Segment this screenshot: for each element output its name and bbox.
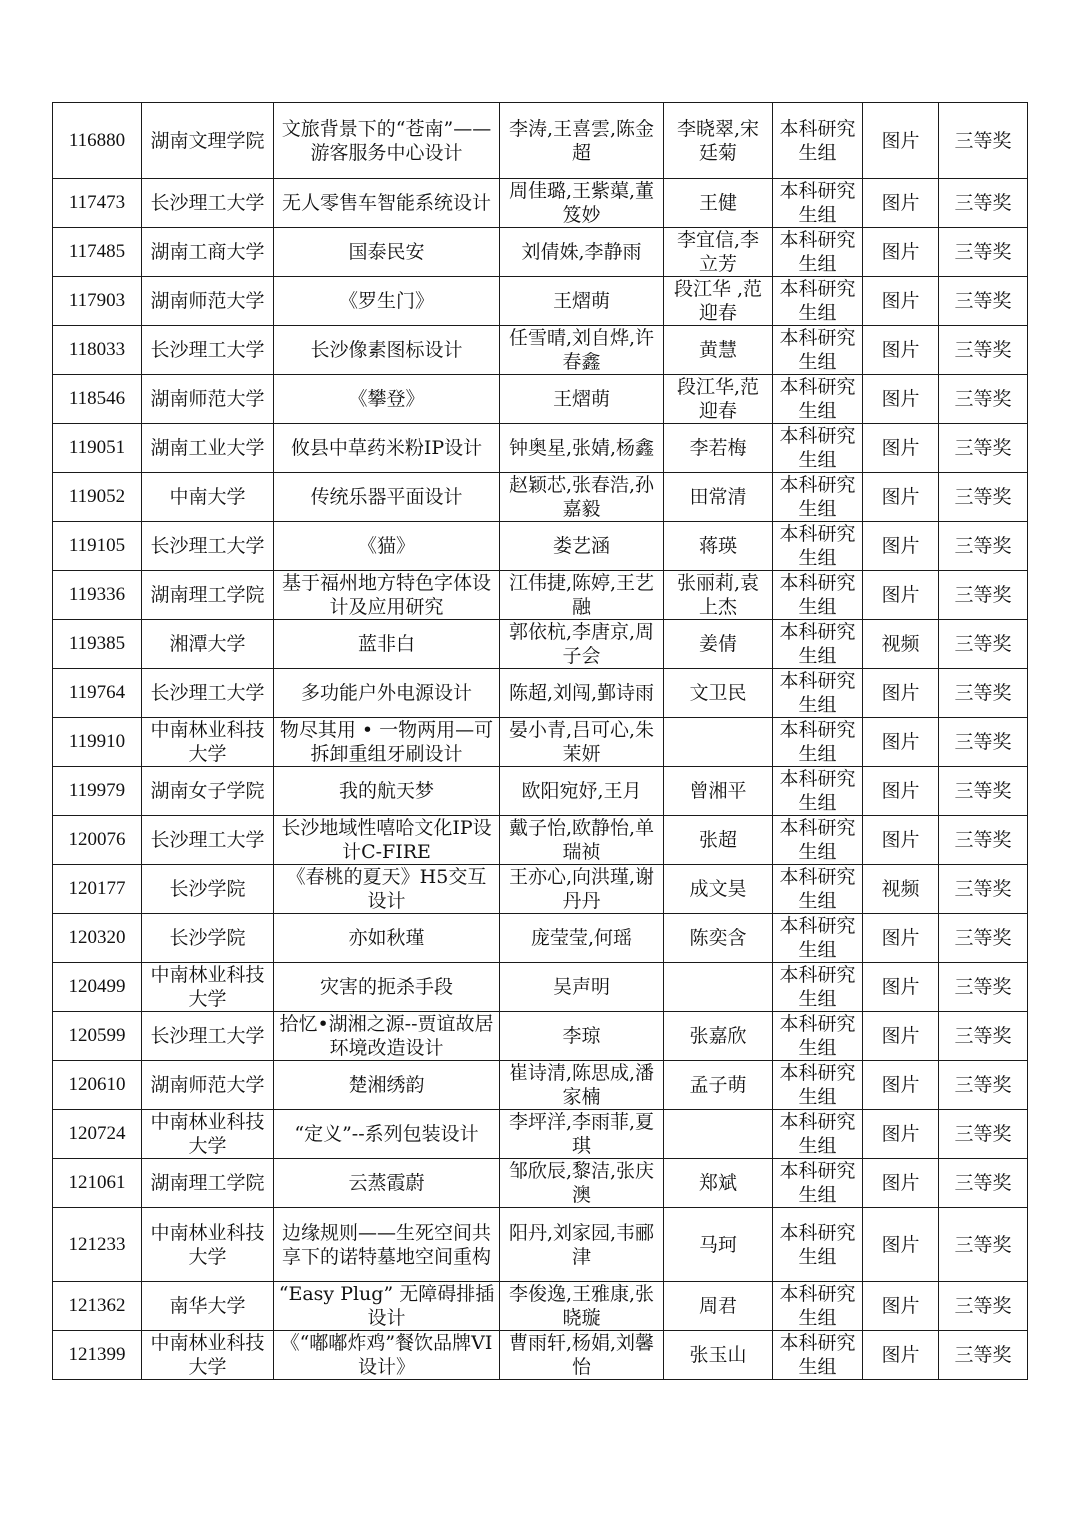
group: 本科研究生组 [773,816,863,865]
work-title: 《春桃的夏天》H5交互设计 [274,865,500,914]
entry-id: 121362 [53,1282,142,1331]
authors: 李琼 [500,1012,664,1061]
advisor: 张嘉欣 [664,1012,773,1061]
table-row [53,424,1028,473]
group: 本科研究生组 [773,424,863,473]
work-title: 云蒸霞蔚 [274,1159,500,1208]
school-name: 长沙理工大学 [142,179,274,228]
school-name: 长沙理工大学 [142,326,274,375]
table-row [53,718,1028,767]
work-title: 长沙像素图标设计 [274,326,500,375]
entry-id: 120599 [53,1012,142,1061]
table-row [53,963,1028,1012]
school-name: 中南大学 [142,473,274,522]
authors: 陈超,刘闯,鄞诗雨 [500,669,664,718]
prize: 三等奖 [939,571,1028,620]
group: 本科研究生组 [773,1159,863,1208]
school-name: 中南林业科技大学 [142,718,274,767]
authors: 周佳璐,王紫蕖,董笈妙 [500,179,664,228]
work-type: 图片 [863,277,939,326]
work-type: 图片 [863,718,939,767]
prize: 三等奖 [939,103,1028,179]
table-row [53,1110,1028,1159]
table-row [53,228,1028,277]
work-type: 图片 [863,1061,939,1110]
school-name: 湖南文理学院 [142,103,274,179]
entry-id: 119105 [53,522,142,571]
authors: 王亦心,向洪瑾,谢丹丹 [500,865,664,914]
authors: 郭依杭,李唐京,周子会 [500,620,664,669]
authors: 阳丹,刘家园,韦郦津 [500,1208,664,1282]
entry-id: 118546 [53,375,142,424]
table-row [53,865,1028,914]
authors: 庞莹莹,何瑶 [500,914,664,963]
prize: 三等奖 [939,277,1028,326]
group: 本科研究生组 [773,228,863,277]
group: 本科研究生组 [773,179,863,228]
work-type: 图片 [863,1159,939,1208]
group: 本科研究生组 [773,326,863,375]
work-title: 灾害的扼杀手段 [274,963,500,1012]
work-title: 亦如秋瑾 [274,914,500,963]
authors: 曹雨轩,杨娟,刘馨怡 [500,1331,664,1380]
school-name: 中南林业科技大学 [142,1208,274,1282]
work-type: 图片 [863,522,939,571]
work-title: 《罗生门》 [274,277,500,326]
work-title: 我的航天梦 [274,767,500,816]
group: 本科研究生组 [773,914,863,963]
entry-id: 119385 [53,620,142,669]
authors: 钟奥星,张婧,杨鑫 [500,424,664,473]
entry-id: 117485 [53,228,142,277]
work-type: 图片 [863,473,939,522]
group: 本科研究生组 [773,571,863,620]
advisor: 李宜信,李立芳 [664,228,773,277]
school-name: 长沙理工大学 [142,1012,274,1061]
school-name: 中南林业科技大学 [142,1110,274,1159]
table-row [53,375,1028,424]
advisor: 李晓翠,宋廷菊 [664,103,773,179]
school-name: 湖南理工学院 [142,571,274,620]
group: 本科研究生组 [773,1331,863,1380]
work-type: 图片 [863,963,939,1012]
authors: 王熠萌 [500,375,664,424]
work-title: 攸县中草药米粉IP设计 [274,424,500,473]
work-type: 图片 [863,816,939,865]
work-title: 《攀登》 [274,375,500,424]
advisor [664,1110,773,1159]
table-row [53,1012,1028,1061]
advisor: 张超 [664,816,773,865]
work-title: 文旅背景下的“苍南”——游客服务中心设计 [274,103,500,179]
school-name: 湘潭大学 [142,620,274,669]
prize: 三等奖 [939,865,1028,914]
group: 本科研究生组 [773,1012,863,1061]
advisor: 文卫民 [664,669,773,718]
advisor: 陈奕含 [664,914,773,963]
work-type: 视频 [863,620,939,669]
work-type: 图片 [863,103,939,179]
school-name: 湖南理工学院 [142,1159,274,1208]
table-row [53,816,1028,865]
advisor [664,718,773,767]
prize: 三等奖 [939,1012,1028,1061]
work-type: 图片 [863,326,939,375]
work-title: “Easy Plug” 无障碍排插设计 [274,1282,500,1331]
authors: 吴声明 [500,963,664,1012]
authors: 欧阳宛妤,王月 [500,767,664,816]
advisor: 成文昊 [664,865,773,914]
group: 本科研究生组 [773,620,863,669]
group: 本科研究生组 [773,1061,863,1110]
advisor: 马珂 [664,1208,773,1282]
group: 本科研究生组 [773,963,863,1012]
school-name: 中南林业科技大学 [142,1331,274,1380]
work-type: 图片 [863,424,939,473]
prize: 三等奖 [939,375,1028,424]
work-title: 蓝非白 [274,620,500,669]
group: 本科研究生组 [773,1208,863,1282]
work-type: 图片 [863,1282,939,1331]
prize: 三等奖 [939,816,1028,865]
authors: 李俊逸,王雅康,张晓璇 [500,1282,664,1331]
entry-id: 119336 [53,571,142,620]
entry-id: 120320 [53,914,142,963]
authors: 戴子怡,欧静怡,单瑞祯 [500,816,664,865]
entry-id: 120610 [53,1061,142,1110]
entry-id: 119979 [53,767,142,816]
authors: 邹欣辰,黎洁,张庆澳 [500,1159,664,1208]
advisor [664,963,773,1012]
prize: 三等奖 [939,1208,1028,1282]
authors: 娄艺涵 [500,522,664,571]
entry-id: 118033 [53,326,142,375]
prize: 三等奖 [939,718,1028,767]
prize: 三等奖 [939,424,1028,473]
advisor: 田常清 [664,473,773,522]
group: 本科研究生组 [773,375,863,424]
school-name: 南华大学 [142,1282,274,1331]
entry-id: 119764 [53,669,142,718]
work-title: 边缘规则——生死空间共享下的诺特墓地空间重构 [274,1208,500,1282]
prize: 三等奖 [939,179,1028,228]
table-row [53,473,1028,522]
entry-id: 121399 [53,1331,142,1380]
advisor: 黄慧 [664,326,773,375]
work-type: 图片 [863,1208,939,1282]
school-name: 长沙学院 [142,914,274,963]
work-type: 图片 [863,375,939,424]
table-row [53,620,1028,669]
entry-id: 119052 [53,473,142,522]
table-row [53,326,1028,375]
table-row [53,1331,1028,1380]
prize: 三等奖 [939,473,1028,522]
group: 本科研究生组 [773,1282,863,1331]
prize: 三等奖 [939,1282,1028,1331]
advisor: 段江华 ,范迎春 [664,277,773,326]
prize: 三等奖 [939,620,1028,669]
school-name: 长沙理工大学 [142,816,274,865]
work-type: 图片 [863,669,939,718]
table-row [53,1061,1028,1110]
advisor: 郑斌 [664,1159,773,1208]
work-title: “定义”--系列包装设计 [274,1110,500,1159]
work-type: 图片 [863,1331,939,1380]
authors: 任雪晴,刘自烨,许春鑫 [500,326,664,375]
advisor: 李若梅 [664,424,773,473]
entry-id: 121061 [53,1159,142,1208]
table-row [53,1208,1028,1282]
entry-id: 117903 [53,277,142,326]
prize: 三等奖 [939,963,1028,1012]
advisor: 张玉山 [664,1331,773,1380]
work-title: 无人零售车智能系统设计 [274,179,500,228]
award-table [52,102,1028,1380]
group: 本科研究生组 [773,718,863,767]
entry-id: 119910 [53,718,142,767]
group: 本科研究生组 [773,1110,863,1159]
school-name: 湖南师范大学 [142,375,274,424]
group: 本科研究生组 [773,522,863,571]
prize: 三等奖 [939,228,1028,277]
authors: 崔诗清,陈思成,潘家楠 [500,1061,664,1110]
advisor: 曾湘平 [664,767,773,816]
entry-id: 120177 [53,865,142,914]
table-row [53,571,1028,620]
authors: 江伟捷,陈婷,王艺融 [500,571,664,620]
entry-id: 116880 [53,103,142,179]
authors: 王熠萌 [500,277,664,326]
authors: 李涛,王喜雲,陈金超 [500,103,664,179]
table-row [53,103,1028,179]
entry-id: 120076 [53,816,142,865]
table-row [53,1159,1028,1208]
entry-id: 120499 [53,963,142,1012]
school-name: 长沙理工大学 [142,669,274,718]
advisor: 姜倩 [664,620,773,669]
table-row [53,179,1028,228]
table-row [53,914,1028,963]
work-title: 楚湘绣韵 [274,1061,500,1110]
school-name: 湖南工商大学 [142,228,274,277]
table-row [53,767,1028,816]
prize: 三等奖 [939,1159,1028,1208]
work-title: 长沙地域性嘻哈文化IP设计C-FIRE [274,816,500,865]
work-type: 图片 [863,571,939,620]
group: 本科研究生组 [773,865,863,914]
school-name: 湖南师范大学 [142,277,274,326]
authors: 晏小青,吕可心,朱茉妍 [500,718,664,767]
authors: 李坪洋,李雨菲,夏琪 [500,1110,664,1159]
prize: 三等奖 [939,914,1028,963]
table-row [53,1282,1028,1331]
advisor: 周君 [664,1282,773,1331]
work-title: 物尽其用 • 一物两用—可拆卸重组牙刷设计 [274,718,500,767]
work-title: 传统乐器平面设计 [274,473,500,522]
advisor: 孟子萌 [664,1061,773,1110]
school-name: 湖南女子学院 [142,767,274,816]
work-title: 拾忆•湖湘之源--贾谊故居环境改造设计 [274,1012,500,1061]
work-title: 《猫》 [274,522,500,571]
entry-id: 117473 [53,179,142,228]
award-table-body [53,103,1028,1380]
work-title: 基于福州地方特色字体设计及应用研究 [274,571,500,620]
work-title: 《“嘟嘟炸鸡”餐饮品牌VI设计》 [274,1331,500,1380]
work-type: 图片 [863,914,939,963]
prize: 三等奖 [939,767,1028,816]
school-name: 中南林业科技大学 [142,963,274,1012]
advisor: 蒋瑛 [664,522,773,571]
table-row [53,522,1028,571]
work-title: 多功能户外电源设计 [274,669,500,718]
advisor: 王健 [664,179,773,228]
work-type: 图片 [863,228,939,277]
school-name: 长沙学院 [142,865,274,914]
table-row [53,277,1028,326]
entry-id: 121233 [53,1208,142,1282]
group: 本科研究生组 [773,473,863,522]
group: 本科研究生组 [773,103,863,179]
prize: 三等奖 [939,1061,1028,1110]
authors: 刘倩姝,李静雨 [500,228,664,277]
work-type: 图片 [863,1012,939,1061]
prize: 三等奖 [939,1110,1028,1159]
school-name: 长沙理工大学 [142,522,274,571]
entry-id: 120724 [53,1110,142,1159]
work-title: 国泰民安 [274,228,500,277]
group: 本科研究生组 [773,669,863,718]
table-row [53,669,1028,718]
work-type: 图片 [863,179,939,228]
prize: 三等奖 [939,1331,1028,1380]
school-name: 湖南工业大学 [142,424,274,473]
work-type: 视频 [863,865,939,914]
group: 本科研究生组 [773,277,863,326]
award-list-sheet [52,102,1027,1380]
school-name: 湖南师范大学 [142,1061,274,1110]
entry-id: 119051 [53,424,142,473]
work-type: 图片 [863,767,939,816]
advisor: 张丽莉,袁上杰 [664,571,773,620]
work-type: 图片 [863,1110,939,1159]
prize: 三等奖 [939,326,1028,375]
prize: 三等奖 [939,669,1028,718]
prize: 三等奖 [939,522,1028,571]
group: 本科研究生组 [773,767,863,816]
authors: 赵颖芯,张春浩,孙嘉毅 [500,473,664,522]
advisor: 段江华,范迎春 [664,375,773,424]
